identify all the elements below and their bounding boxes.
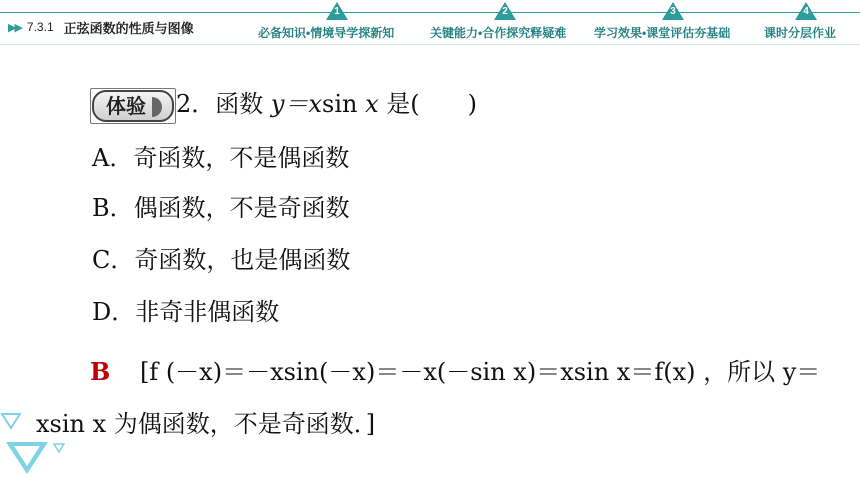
answer-line-2: xsin x 为偶函数，不是奇函数．] [36,410,376,438]
section-number: 7.3.1 [26,20,54,34]
option-b[interactable]: B．偶函数，不是奇函数 [92,194,350,222]
question-number: 2． [176,90,216,118]
option-c[interactable]: C．奇函数，也是偶函数 [92,246,351,274]
tab-label: 关键能力•合作探究释疑难 [430,26,567,40]
option-a[interactable]: A．奇函数，不是偶函数 [92,144,350,172]
question-stem [90,84,477,124]
small-triangle-shape [2,414,20,428]
tab-number: 4 [803,6,809,17]
decorative-triangles-icon [0,408,90,484]
stem-sin: sin [322,90,366,118]
experience-badge [92,90,174,122]
tab-number: 1 [334,6,340,17]
tab-number: 2 [502,6,508,17]
tiny-triangle-shape [54,444,64,452]
double-arrow-icon: ▶▶ [8,21,21,34]
tab-label: 课时分层作业 [764,26,837,40]
stem-suffix: 是( ) [378,90,477,118]
answer-letter: B [90,357,111,386]
stem-variable: x [365,90,379,118]
section-title: 正弦函数的性质与图像 [63,20,194,36]
experience-badge-frame [90,88,176,124]
answer-line-1 [90,352,820,387]
stem-prefix: 函数 [215,90,271,118]
badge-knob-icon [152,97,162,117]
option-d[interactable]: D．非奇非偶函数 [92,298,280,326]
tab-label: 必备知识•情境导学探新知 [258,26,395,40]
badge-label: 体验 [106,93,146,118]
answer-explanation-1: [f (－x)＝－xsin(－x)＝－x(－sin x)＝xsin x＝f(x) ，所以 y＝ [139,358,821,386]
tab-number: 3 [670,6,676,17]
stem-function: y＝x [270,90,323,118]
tab-label: 学习效果•课堂评估夯基础 [594,26,731,40]
